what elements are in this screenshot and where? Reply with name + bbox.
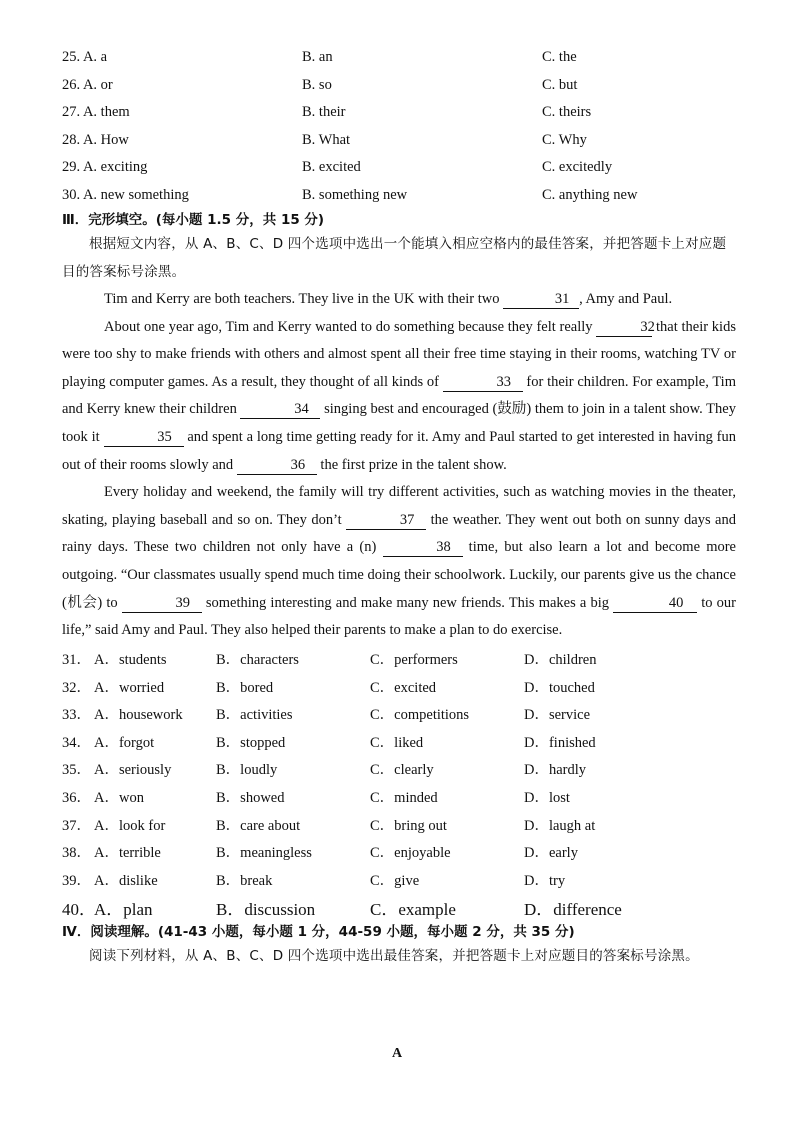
option-b: B. What <box>302 131 351 148</box>
option-a: A．students <box>94 652 167 669</box>
option-a: A．plan <box>94 899 153 919</box>
option-b: B．loudly <box>216 762 278 779</box>
option-row-30 <box>62 182 736 210</box>
option-c: C. Why <box>542 131 587 148</box>
cloze-passage <box>62 286 736 645</box>
option-d: D．children <box>524 652 597 669</box>
option-a: A．look for <box>94 817 166 834</box>
question-number: 31． <box>62 652 91 669</box>
question-number: 36． <box>62 789 91 806</box>
option-a: A．worried <box>94 679 165 696</box>
passage-paragraph-1 <box>62 286 736 314</box>
question-number: 35． <box>62 762 91 779</box>
option-d: D．finished <box>524 734 596 751</box>
blank-35: 35 <box>104 428 184 447</box>
blank-31: 31 <box>503 290 579 309</box>
passage-text: the first prize in the talent show. <box>316 456 507 473</box>
passage-text: something interesting and make many new friends. This makes a big <box>201 594 614 611</box>
option-c: C．example <box>370 899 456 919</box>
option-a: 30. A. new something <box>62 186 189 203</box>
section-3-instruction: 根据短文内容，从 A、B、C、D 四个选项中选出一个能填入相应空格内的最佳答案，并把答题卡上对应题目的答案标号涂黑。 <box>62 236 727 280</box>
blank-39: 39 <box>122 594 202 613</box>
section-3-heading: Ⅲ．完形填空。(每小题 1.5 分，共 15 分) <box>62 212 325 228</box>
option-d: D．hardly <box>524 762 587 779</box>
question-number: 38． <box>62 845 91 862</box>
option-c: C．performers <box>370 652 458 669</box>
option-c: C．liked <box>370 734 424 751</box>
option-c: C. but <box>542 76 578 93</box>
option-b: B．stopped <box>216 734 286 751</box>
option-a: 26. A. or <box>62 76 113 93</box>
passage-text: that their kids were too shy to make friends with others and almost spent all their free time staying in their rooms, watching TV or playing computer games. As a result, they thought of all kinds of <box>62 318 736 390</box>
blank-38: 38 <box>383 538 463 557</box>
option-a: A．forgot <box>94 734 155 751</box>
question-row-39 <box>62 865 736 893</box>
passage-a-label: A <box>391 1046 403 1061</box>
option-c: C. theirs <box>542 104 592 121</box>
passage-paragraph-2 <box>62 314 736 480</box>
question-row-35 <box>62 755 736 783</box>
option-c: C．bring out <box>370 817 447 834</box>
passage-text: for their children. For example, Tim and Kerry knew their children <box>62 373 736 418</box>
passage-text: singing best and encouraged (鼓励) them to join in a talent show. They took it <box>62 401 736 445</box>
section-4-heading: Ⅳ．阅读理解。(41-43 小题，每小题 1 分，44-59 小题，每小题 2 分，共 35 分) <box>62 924 575 941</box>
option-row-28 <box>62 127 736 155</box>
question-number: 33． <box>62 707 91 724</box>
question-number: 40． <box>62 899 96 919</box>
option-d: D．difference <box>524 899 622 919</box>
option-b: B. something new <box>302 186 408 203</box>
option-b: B．characters <box>216 652 299 669</box>
option-d: D．service <box>524 707 591 724</box>
question-row-32 <box>62 672 736 700</box>
option-row-27 <box>62 99 736 127</box>
blank-36: 36 <box>237 456 317 475</box>
option-a: A．won <box>94 789 144 806</box>
option-b: B. their <box>302 104 346 121</box>
question-row-40 <box>62 893 736 921</box>
passage-text: , Amy and Paul. <box>579 291 673 307</box>
option-a: 29. A. exciting <box>62 159 148 176</box>
option-b: B．care about <box>216 817 301 834</box>
section-4-instruction: 阅读下列材料，从 A、B、C、D 四个选项中选出最佳答案，并把答题卡上对应题目的答案标号涂黑。 <box>89 948 699 965</box>
question-number: 37． <box>62 817 91 834</box>
blank-40: 40 <box>613 594 697 613</box>
passage-text: About one year ago, Tim and Kerry wanted to do something because they felt really <box>104 318 597 335</box>
previous-options <box>62 44 736 209</box>
question-number: 34． <box>62 734 91 751</box>
option-a: 28. A. How <box>62 131 129 148</box>
option-a: 27. A. them <box>62 104 130 121</box>
option-d: D．laugh at <box>524 817 596 834</box>
option-d: D．early <box>524 845 578 862</box>
cloze-options <box>62 645 736 921</box>
option-a: A．terrible <box>94 845 161 862</box>
option-d: D．touched <box>524 679 595 696</box>
question-row-36 <box>62 783 736 811</box>
option-b: B．activities <box>216 707 293 724</box>
option-b: B．discussion <box>216 899 316 919</box>
option-b: B. an <box>302 49 333 66</box>
option-a: A．housework <box>94 707 183 724</box>
passage-text: Tim and Kerry are both teachers. They live in the UK with their two <box>104 291 504 307</box>
option-d: D．try <box>524 872 566 889</box>
question-row-33 <box>62 700 736 728</box>
option-a: A．seriously <box>94 762 172 779</box>
question-row-37 <box>62 810 736 838</box>
question-row-34 <box>62 728 736 756</box>
option-c: C．give <box>370 872 420 889</box>
blank-33: 33 <box>443 373 523 392</box>
option-c: C. excitedly <box>542 159 613 176</box>
question-row-31 <box>62 645 736 673</box>
passage-text: and spent a long time getting ready for it. Amy and Paul started to get interested in having fun out of their rooms slowly and <box>62 428 736 473</box>
option-c: C．clearly <box>370 762 434 779</box>
option-c: C．competitions <box>370 707 470 724</box>
option-c: C. anything new <box>542 186 638 203</box>
option-b: B．meaningless <box>216 845 312 862</box>
blank-37: 37 <box>346 511 426 530</box>
option-row-29 <box>62 154 736 182</box>
option-c: C. the <box>542 49 577 66</box>
option-d: D．lost <box>524 789 570 806</box>
option-c: C．minded <box>370 789 438 806</box>
passage-text: time, but also learn a lot and become more outgoing. “Our classmates usually spend much time doing their schoolwork. Luckily, our parents give us the chance (机会) to <box>62 539 736 611</box>
question-number: 32． <box>62 679 91 696</box>
passage-text: to our life,” said Amy and Paul. They also helped their parents to make a plan to do exercise. <box>62 594 737 639</box>
option-b: B．showed <box>216 789 285 806</box>
option-b: B．bored <box>216 679 274 696</box>
option-b: B．break <box>216 872 273 889</box>
option-c: C．enjoyable <box>370 845 451 862</box>
passage-text: the weather. They went out both on sunny days and rainy days. These two children not only have a (n) <box>62 511 736 556</box>
exam-page <box>62 44 736 971</box>
question-row-38 <box>62 838 736 866</box>
question-number: 39． <box>62 872 91 889</box>
option-c: C．excited <box>370 679 437 696</box>
option-row-26 <box>62 72 736 100</box>
option-b: B. so <box>302 76 332 93</box>
passage-paragraph-3 <box>62 479 736 645</box>
blank-32: 32 <box>596 318 652 337</box>
option-row-25 <box>62 44 736 72</box>
option-a: A．dislike <box>94 872 158 889</box>
blank-34: 34 <box>240 400 320 419</box>
passage-text: Every holiday and weekend, the family will try different activities, such as watching movies in the theater, skating, playing baseball and so on. They don’t <box>62 484 736 528</box>
option-b: B. excited <box>302 159 361 176</box>
option-a: 25. A. a <box>62 49 108 66</box>
